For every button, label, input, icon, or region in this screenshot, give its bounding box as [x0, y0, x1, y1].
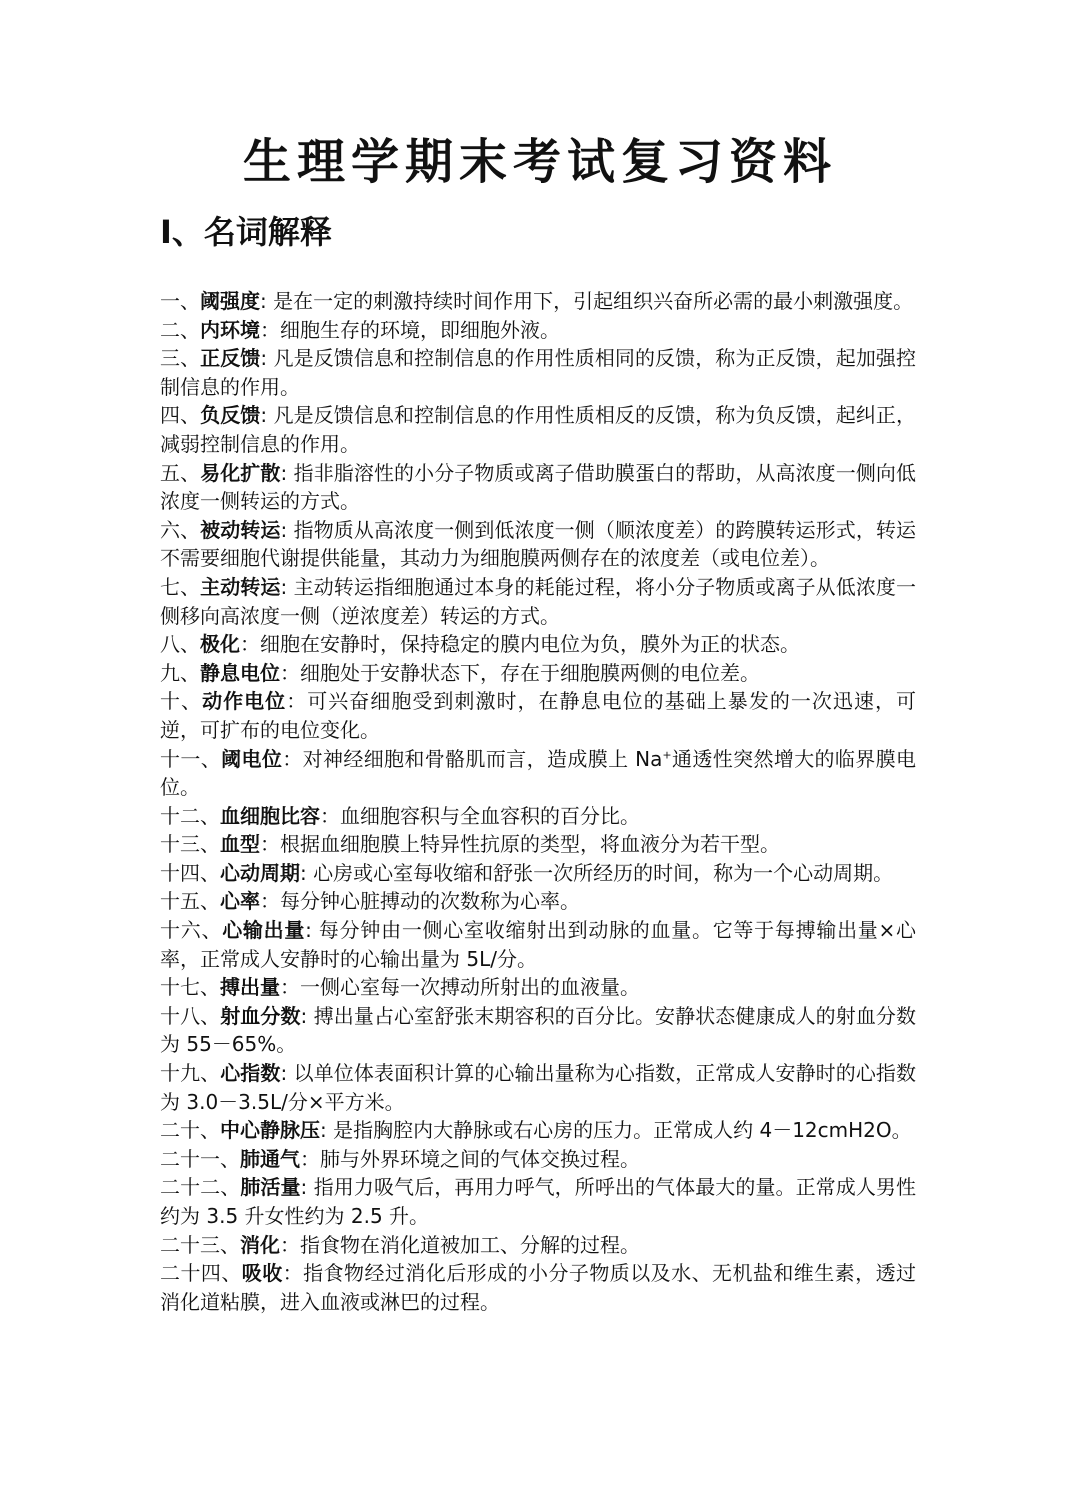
entry-term: 内环境 [200, 317, 260, 342]
entry-separator: ： [282, 1261, 304, 1286]
glossary-entry [160, 344, 916, 401]
entry-definition: 搏出量占心室舒张末期容积的百分比。安静状态健康成人的射血分数为 55－65%。 [160, 1003, 916, 1057]
entry-term: 易化扩散 [200, 460, 281, 485]
entry-separator: : [260, 289, 274, 313]
entry-separator: : [260, 403, 274, 428]
entry-number: 八、 [160, 632, 200, 657]
entry-term: 心率 [220, 889, 260, 914]
entry-separator: ： [300, 1146, 320, 1171]
entry-number: 二十二、 [160, 1175, 241, 1200]
entry-definition: 以单位体表面积计算的心输出量称为心指数，正常成人安静时的心指数为 3.0－3.5L/分×平方米。 [160, 1061, 916, 1114]
entry-definition: 指物质从高浓度一侧到低浓度一侧（顺浓度差）的跨膜转运形式，转运不需要细胞代谢提供能量，其动力为细胞膜两侧存在的浓度差（或电位差）。 [160, 517, 916, 571]
entry-term: 阈电位 [221, 746, 283, 771]
entry-definition: 每分钟心脏搏动的次数称为心率。 [280, 889, 580, 914]
entry-term: 肺通气 [240, 1146, 300, 1171]
entry-separator: : [280, 574, 294, 599]
entry-separator: ： [282, 746, 303, 771]
entry-number: 十五、 [160, 889, 220, 914]
entry-number: 十六、 [160, 918, 223, 943]
glossary-entry [160, 830, 916, 859]
entry-term: 主动转运 [200, 574, 281, 599]
entry-term: 动作电位 [202, 689, 287, 714]
entry-term: 极化 [200, 632, 240, 657]
entry-definition: 心房或心室每收缩和舒张一次所经历的时间，称为一个心动周期。 [313, 860, 894, 885]
entry-separator: : [260, 346, 274, 371]
entry-number: 二十、 [160, 1118, 220, 1143]
glossary-entry [160, 1173, 916, 1230]
entry-separator: : [320, 1118, 334, 1143]
entry-separator: ： [260, 317, 280, 342]
entry-term: 吸收 [241, 1261, 283, 1286]
entry-definition: 是指胸腔内大静脉或右心房的压力。正常成人约 4－12cmH2O。 [333, 1118, 912, 1143]
entry-separator: : [280, 1061, 294, 1086]
entry-number: 十八、 [160, 1003, 221, 1028]
entry-number: 九、 [160, 660, 200, 685]
entry-number: 二十三、 [160, 1232, 240, 1257]
glossary-entry [160, 859, 916, 888]
entry-number: 三、 [160, 346, 201, 371]
entry-definition: 细胞处于安静状态下，存在于细胞膜两侧的电位差。 [300, 660, 760, 685]
entry-definition: 通透性突然增大的临界膜电位。 [160, 746, 917, 800]
glossary-entry [160, 316, 916, 345]
entry-term: 消化 [240, 1232, 280, 1257]
entry-definition: 细胞生存的环境，即细胞外液。 [280, 317, 560, 342]
glossary-entry [160, 802, 916, 831]
entry-term: 搏出量 [220, 975, 280, 1000]
entry-term: 心动周期 [220, 860, 300, 885]
entry-definition: 主动转运指细胞通过本身的耗能过程，将小分子物质或离子从低浓度一侧移向高浓度一侧（逆浓度差）转运的方式。 [160, 574, 916, 628]
entry-definition: 可兴奋细胞受到刺激时，在静息电位的基础上暴发的一次迅速，可逆，可扩布的电位变化。 [160, 689, 917, 742]
glossary-entry [160, 916, 916, 973]
entry-separator: ： [240, 632, 260, 657]
superscript-plus: + [662, 747, 672, 761]
entry-separator: : [280, 460, 294, 485]
entry-number: 二十一、 [160, 1146, 240, 1171]
glossary-entry [160, 287, 916, 316]
entry-number: 四、 [160, 403, 201, 428]
entry-term: 被动转运 [200, 517, 281, 542]
entry-definition: 细胞在安静时，保持稳定的膜内电位为负，膜外为正的状态。 [260, 632, 800, 657]
glossary-entry [160, 887, 916, 916]
entry-definition: 凡是反馈信息和控制信息的作用性质相反的反馈，称为负反馈，起纠正，减弱控制信息的作用。 [160, 403, 916, 456]
entry-separator: ： [280, 1232, 300, 1257]
entry-term: 血细胞比容 [220, 803, 320, 828]
entry-definition: 是在一定的刺激持续时间作用下，引起组织兴奋所必需的最小刺激强度。 [273, 289, 914, 313]
entry-term: 负反馈 [200, 403, 261, 428]
glossary-entry [160, 573, 916, 630]
glossary-entry [160, 1116, 916, 1145]
entry-definition-prefix: 对神经细胞和骨骼肌而言，造成膜上 Na [302, 746, 663, 771]
entry-number: 十二、 [160, 803, 220, 828]
entry-term: 阈强度 [200, 289, 260, 313]
glossary-entry [160, 1059, 916, 1116]
entry-definition: 每分钟由一侧心室收缩射出到动脉的血量。它等于每搏输出量×心率，正常成人安静时的心输出量为 5L/分。 [160, 918, 916, 971]
glossary-entry [160, 659, 916, 688]
entry-separator: : [280, 517, 294, 542]
entry-definition: 一侧心室每一次搏动所射出的血液量。 [300, 975, 640, 1000]
entry-term: 正反馈 [200, 346, 261, 371]
glossary-entry [160, 516, 916, 573]
entry-separator: ： [320, 803, 340, 828]
entry-term: 血型 [220, 832, 260, 857]
document-title: 生理学期末考试复习资料 [242, 134, 837, 190]
entry-term: 肺活量 [240, 1175, 301, 1200]
entry-term: 射血分数 [220, 1003, 301, 1028]
entry-definition: 凡是反馈信息和控制信息的作用性质相同的反馈，称为正反馈，起加强控制信息的作用。 [160, 346, 916, 399]
glossary-entry [160, 459, 916, 516]
entry-term: 静息电位 [200, 660, 280, 685]
glossary-entry [160, 687, 916, 744]
entry-number: 七、 [160, 574, 201, 599]
entry-number: 十一、 [160, 746, 222, 771]
entry-number: 十七、 [160, 975, 220, 1000]
glossary-list [160, 287, 916, 1316]
glossary-entry [160, 630, 916, 659]
entry-number: 十四、 [160, 860, 220, 885]
entry-number: 十九、 [160, 1061, 221, 1086]
entry-number: 十、 [160, 689, 203, 714]
entry-definition: 指食物经过消化后形成的小分子物质以及水、无机盐和维生素，透过消化道粘膜，进入血液或淋巴的过程。 [160, 1261, 917, 1314]
glossary-entry [160, 1259, 916, 1316]
glossary-entry [160, 401, 916, 458]
entry-number: 一、 [160, 289, 200, 313]
entry-number: 五、 [160, 460, 201, 485]
glossary-entry [160, 1002, 916, 1059]
entry-term: 中心静脉压 [220, 1118, 320, 1143]
entry-separator: ： [286, 689, 308, 714]
entry-definition: 肺与外界环境之间的气体交换过程。 [320, 1146, 640, 1171]
entry-number: 六、 [160, 517, 201, 542]
entry-separator: ： [280, 660, 300, 685]
entry-separator: : [300, 1175, 314, 1200]
section-heading: Ⅰ、名词解释 [160, 213, 332, 251]
entry-definition: 指用力吸气后，再用力呼气，所呼出的气体最大的量。正常成人男性约为 3.5 升女性约为 2.5 升。 [160, 1175, 916, 1228]
entry-term: 心输出量 [222, 918, 306, 943]
entry-separator: ： [260, 832, 280, 857]
glossary-entry [160, 1145, 916, 1174]
entry-number: 十三、 [160, 832, 220, 857]
entry-definition: 根据血细胞膜上特异性抗原的类型，将血液分为若干型。 [280, 832, 780, 857]
glossary-entry [160, 745, 916, 802]
entry-number: 二、 [160, 317, 200, 342]
entry-separator: : [300, 860, 314, 885]
entry-definition: 血细胞容积与全血容积的百分比。 [340, 803, 640, 828]
entry-separator: : [305, 918, 319, 943]
entry-separator: : [300, 1003, 314, 1028]
entry-number: 二十四、 [160, 1261, 242, 1286]
glossary-entry [160, 973, 916, 1002]
glossary-entry [160, 1231, 916, 1260]
entry-separator: ： [280, 975, 300, 1000]
entry-term: 心指数 [220, 1061, 281, 1086]
entry-separator: ： [260, 889, 280, 914]
entry-definition: 指非脂溶性的小分子物质或离子借助膜蛋白的帮助，从高浓度一侧向低浓度一侧转运的方式。 [160, 460, 916, 514]
entry-definition: 指食物在消化道被加工、分解的过程。 [300, 1232, 640, 1257]
